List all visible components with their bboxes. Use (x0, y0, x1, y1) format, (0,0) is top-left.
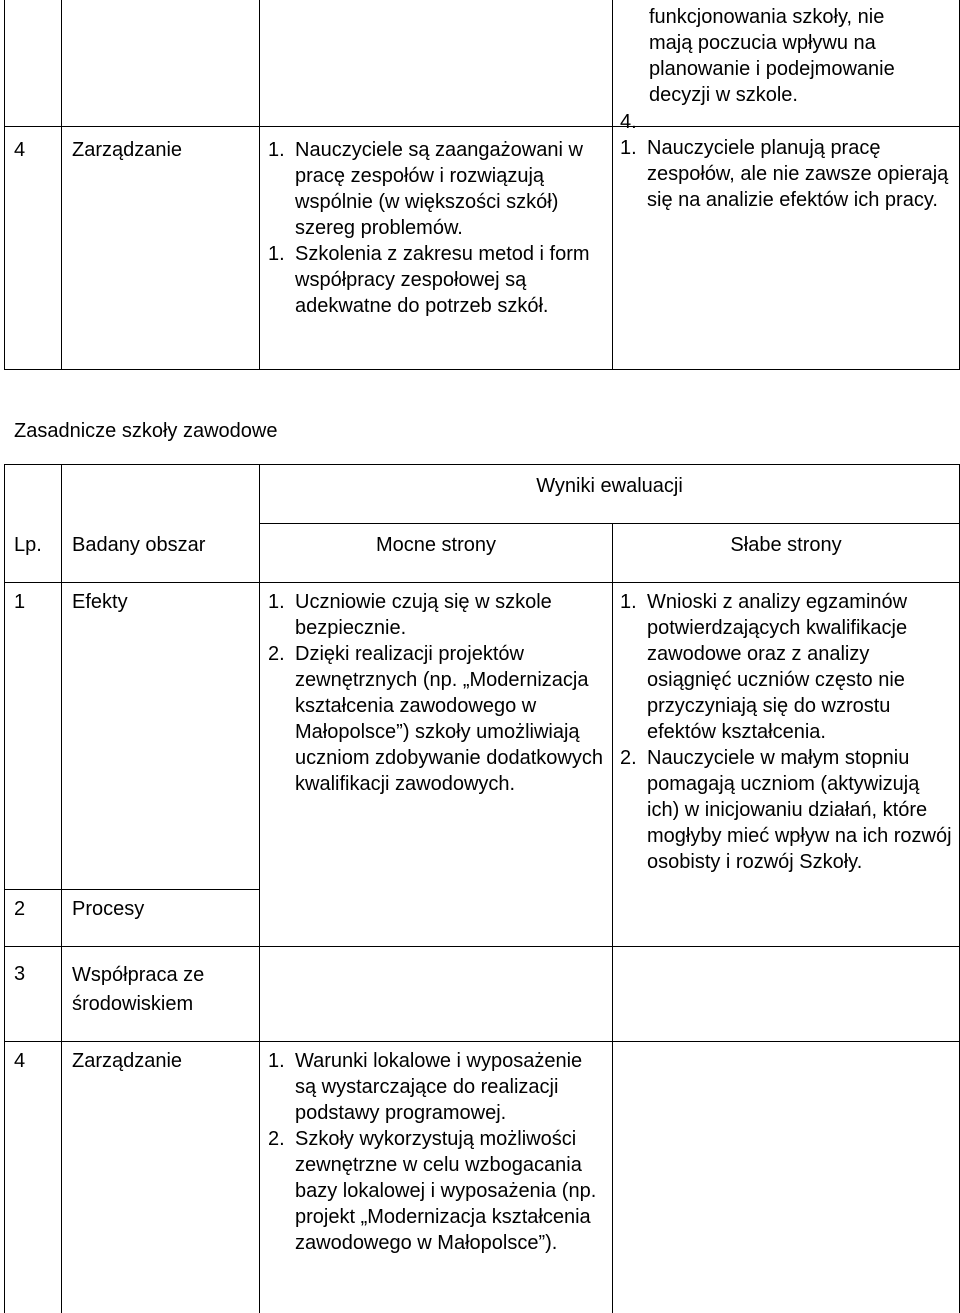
lp-cell: 3 (5, 947, 62, 1042)
table-row (5, 126, 960, 369)
col-lp-header: Lp. (5, 524, 62, 583)
list-item (620, 589, 953, 745)
strong-cell (260, 126, 613, 369)
section-title: Zasadnicze szkoły zawodowe (14, 418, 277, 444)
item-text: Dzięki realizacji projektów zewnętrznych (np. „Modernizacja kształcenia zawodowego w Małopolsce”) szkoły umożliwiają uczniom zdobywanie dodatkowych kwalifikacji zawodowych. (295, 643, 603, 795)
strong-list (268, 1048, 606, 1256)
item-text: Nauczyciele są zaangażowani w pracę zespołów i rozwiązują wspólnie (w większości szkół) szereg problemów. (295, 139, 583, 239)
item-number: 1. (268, 589, 285, 615)
col-weak-header: Słabe strony (613, 524, 960, 583)
area-cell: Efekty (62, 583, 260, 890)
strong-list (268, 589, 606, 797)
weak-list (620, 589, 953, 875)
weak-cell (613, 947, 960, 1042)
strong-cell (260, 583, 613, 947)
list-item (620, 745, 953, 875)
list-item (268, 241, 606, 319)
lp-cell: 4 (5, 126, 62, 369)
col-area-header: Badany obszar (62, 524, 260, 583)
strong-cell (260, 1042, 613, 1313)
item-number: 1. (268, 1048, 285, 1074)
item-number: 1. (268, 241, 285, 267)
weak-cell (613, 0, 960, 126)
item-text: Szkolenia z zakresu metod i form współpracy zespołowej są adekwatne do potrzeb szkół. (295, 243, 590, 317)
item-text: Szkoły wykorzystują możliwości zewnętrzne w celu wzbogacania bazy lokalowej i wyposażenia (np. projekt „Modernizacja kształcenia zawodowego w Małopolsce”). (295, 1128, 596, 1254)
header-row (5, 465, 960, 524)
item-text: Nauczyciele planują pracę zespołów, ale nie zawsze opierają się na analizie efektów ich pracy. (647, 137, 948, 211)
results-header: Wyniki ewaluacji (260, 465, 960, 524)
table-row (5, 583, 960, 890)
item-number: 1. (620, 589, 637, 615)
weak-list (620, 109, 953, 213)
header-row (5, 524, 960, 583)
evaluation-table (4, 464, 960, 1313)
item-number: 4. (620, 109, 637, 135)
strong-cell (260, 947, 613, 1042)
list-item (268, 1048, 606, 1126)
list-item (268, 1126, 606, 1256)
list-item (268, 137, 606, 241)
item-number: 2. (268, 1126, 285, 1152)
col-strong-header: Mocne strony (260, 524, 613, 583)
item-number: 2. (268, 641, 285, 667)
area-cell: Zarządzanie (62, 126, 260, 369)
weak-cell (613, 1042, 960, 1313)
text-line: funkcjonowania szkoły, nie (649, 4, 953, 30)
strong-cell (260, 0, 613, 126)
lp-header-blank (5, 465, 62, 524)
table-row (5, 947, 960, 1042)
area-cell (62, 0, 260, 126)
item-number: 1. (268, 137, 285, 163)
text-line: planowanie i podejmowanie (649, 56, 953, 82)
lp-cell: 1 (5, 583, 62, 890)
item-text: Nauczyciele w małym stopniu pomagają uczniom (aktywizują ich) w inicjowaniu działań, które mogłyby mieć wpływ na ich rozwój osobisty i rozwój Szkoły. (647, 747, 952, 873)
weak-cell (613, 583, 960, 947)
item-number: 2. (620, 745, 637, 771)
weak-cell (613, 126, 960, 369)
list-item (268, 641, 606, 797)
area-cell: Procesy (62, 890, 260, 947)
list-item (268, 589, 606, 641)
item-text: Wnioski z analizy egzaminów potwierdzających kwalifikacje zawodowe oraz z analizy osiągnięć uczniów często nie przyczyniają się do wzrostu efektów kształcenia. (647, 591, 907, 743)
area-cell: Zarządzanie (62, 1042, 260, 1313)
table-row (5, 1042, 960, 1313)
lp-cell (5, 0, 62, 126)
text-line: mają poczucia wpływu na (649, 30, 953, 56)
area-header-blank (62, 465, 260, 524)
lp-cell: 2 (5, 890, 62, 947)
item-text: Warunki lokalowe i wyposażenie są wystarczające do realizacji podstawy programowej. (295, 1050, 582, 1124)
text-line: decyzji w szkole. (649, 82, 953, 108)
weak-list-wrap (620, 109, 953, 213)
table-continued (4, 0, 960, 370)
item-text: Uczniowie czują się w szkole bezpiecznie. (295, 591, 552, 639)
table-row (5, 0, 960, 126)
strong-list (268, 137, 606, 319)
item-number: 1. (620, 135, 637, 161)
area-cell: Współpraca ze środowiskiem (62, 947, 260, 1042)
lp-cell: 4 (5, 1042, 62, 1313)
list-item (620, 109, 953, 135)
list-item (620, 135, 953, 213)
